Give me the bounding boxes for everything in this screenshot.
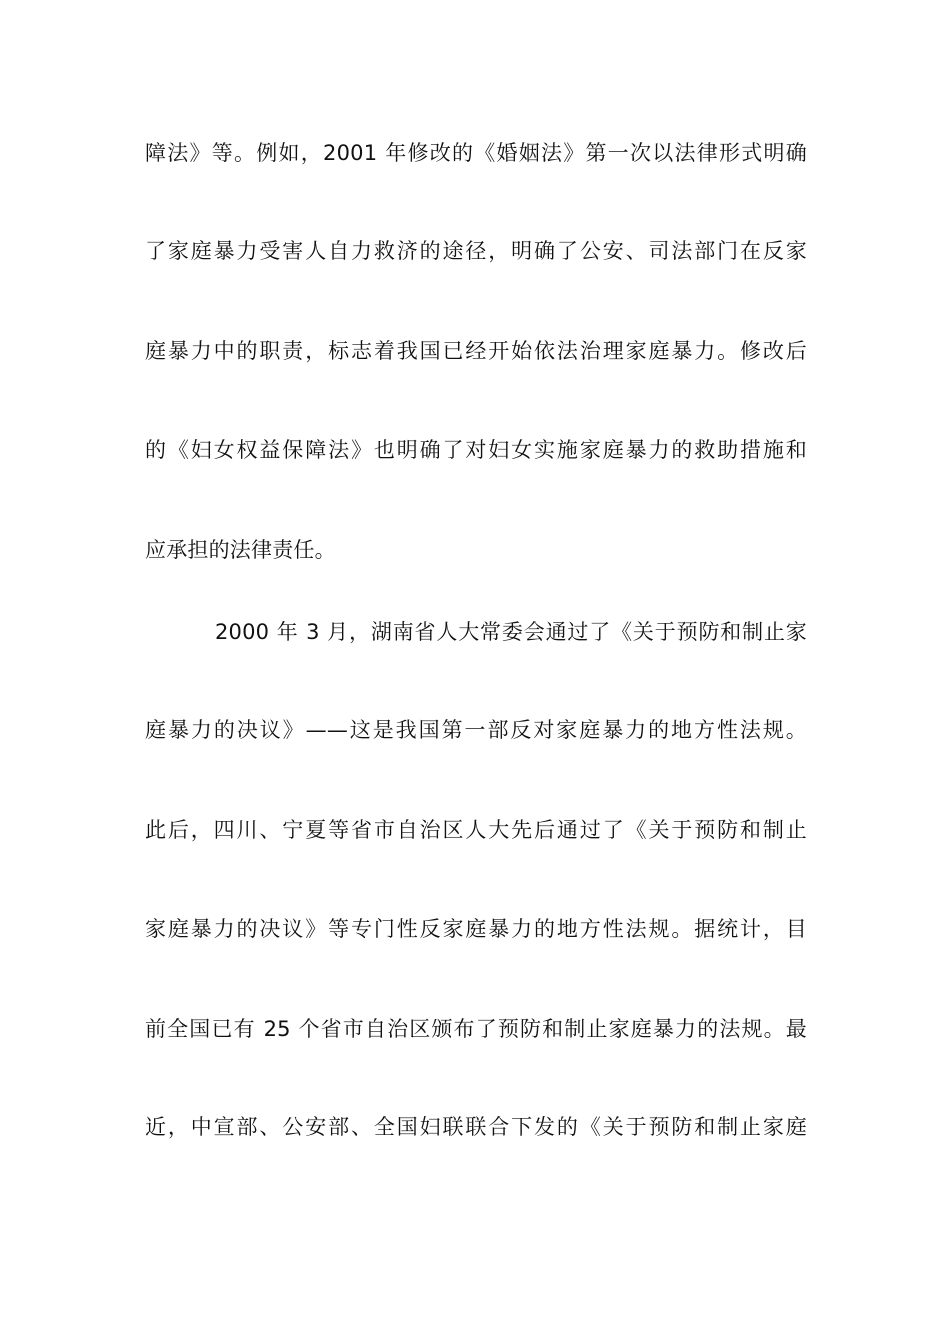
paragraph-line-10: 前全国已有 25 个省市自治区颁布了预防和制止家庭暴力的法规。最 [145,1017,807,1041]
paragraph-line-1: 障法》等。例如，2001 年修改的《婚姻法》第一次以法律形式明确 [145,141,807,165]
paragraph-line-11: 近，中宣部、公安部、全国妇联联合下发的《关于预防和制止家庭 [145,1115,807,1139]
paragraph-line-7: 庭暴力的决议》——这是我国第一部反对家庭暴力的地方性法规。 [145,718,807,742]
paragraph-line-6: 2000 年 3 月，湖南省人大常委会通过了《关于预防和制止家 [215,620,807,644]
paragraph-line-3: 庭暴力中的职责，标志着我国已经开始依法治理家庭暴力。修改后 [145,339,807,363]
paragraph-line-9: 家庭暴力的决议》等专门性反家庭暴力的地方性法规。据统计，目 [145,917,807,941]
paragraph-line-4: 的《妇女权益保障法》也明确了对妇女实施家庭暴力的救助措施和 [145,438,807,462]
paragraph-line-8: 此后，四川、宁夏等省市自治区人大先后通过了《关于预防和制止 [145,818,807,842]
paragraph-line-2: 了家庭暴力受害人自力救济的途径，明确了公安、司法部门在反家 [145,239,807,263]
paragraph-line-5: 应承担的法律责任。 [145,538,336,562]
